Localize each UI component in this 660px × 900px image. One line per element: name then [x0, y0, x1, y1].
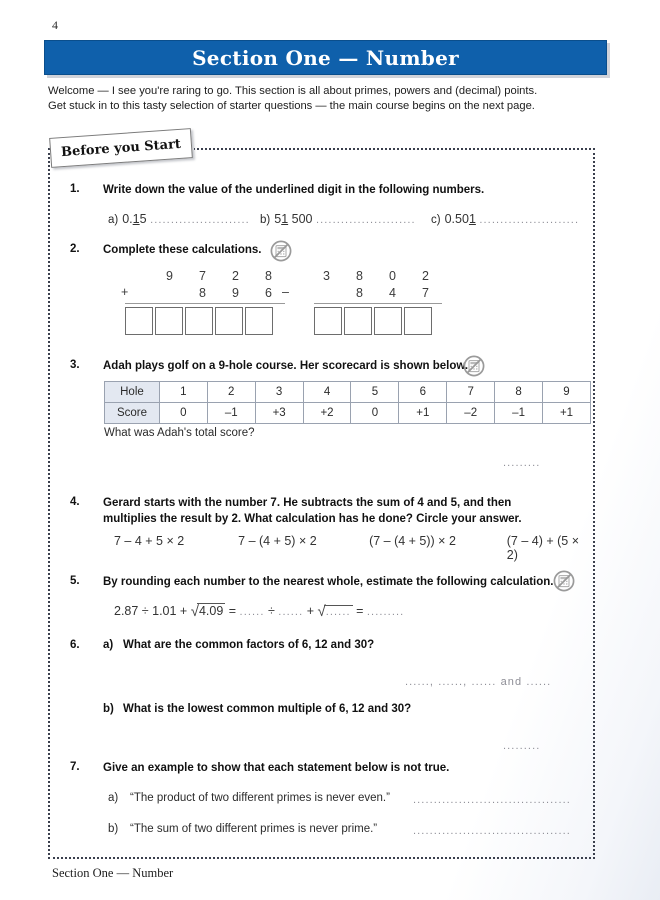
- question-1-part-c: [431, 210, 579, 228]
- answer-box[interactable]: [185, 307, 213, 335]
- hole-cell: 3: [255, 382, 303, 403]
- option-4[interactable]: (7 – 4) + (5 × 2): [506, 534, 580, 562]
- blank-1[interactable]: ......: [239, 606, 265, 618]
- question-3-follow-up: What was Adah's total score?: [104, 427, 255, 439]
- sqrt-group-blank: [317, 603, 352, 620]
- row-header-hole: Hole: [105, 382, 160, 403]
- question-1-part-b: [260, 210, 416, 228]
- table-row-score: [105, 403, 591, 424]
- score-cell: 0: [159, 403, 207, 424]
- hole-cell: 4: [303, 382, 351, 403]
- addition-bottom-digit: 6: [265, 286, 272, 300]
- answer-box[interactable]: [374, 307, 402, 335]
- equals-1: =: [225, 604, 240, 618]
- subtraction-bottom-row: [310, 285, 442, 302]
- question-7-part-a-text: “The product of two different primes is never even.”: [130, 792, 390, 804]
- score-cell: +2: [303, 403, 351, 424]
- subtraction-rule: [314, 302, 442, 304]
- question-3-answer-line[interactable]: .........: [503, 457, 541, 469]
- question-4-text-line-1: Gerard starts with the number 7. He subtracts the sum of 4 and 5, and then: [103, 497, 512, 509]
- question-7-part-b-answer-line[interactable]: ......................................: [413, 825, 571, 837]
- question-7-part-b-text: “The sum of two different primes is never prime.”: [130, 823, 378, 835]
- equals-2: =: [352, 604, 367, 618]
- subtraction-top-digit: 0: [389, 269, 396, 283]
- question-2-subtraction: [282, 268, 442, 335]
- blank-3[interactable]: ......: [325, 606, 351, 618]
- score-cell: +1: [543, 403, 591, 424]
- option-3[interactable]: (7 – (4 + 5)) × 2: [369, 534, 456, 548]
- question-3-text: Adah plays golf on a 9-hole course. Her scorecard is shown below.: [103, 360, 469, 372]
- question-6-number: 6.: [70, 639, 80, 651]
- question-6-part-b-text: What is the lowest common multiple of 6, 12 and 30?: [123, 703, 412, 715]
- hole-cell: 7: [447, 382, 495, 403]
- question-6-part-b-answer-line[interactable]: .........: [503, 740, 541, 752]
- question-5-number: 5.: [70, 575, 80, 587]
- no-calculator-icon: [553, 570, 575, 597]
- question-4-text: [103, 496, 563, 527]
- addition-top-digit: 8: [265, 269, 272, 283]
- answer-box[interactable]: [125, 307, 153, 335]
- question-6-part-a-label: a): [103, 639, 114, 651]
- question-1-text: Write down the value of the underlined digit in the following numbers.: [103, 184, 485, 196]
- score-cell: +3: [255, 403, 303, 424]
- question-1-part-c-answer-line[interactable]: ........................: [479, 214, 580, 226]
- answer-box[interactable]: [314, 307, 342, 335]
- question-1-part-a: [108, 210, 250, 228]
- subtraction-answer-boxes: [314, 307, 442, 335]
- question-1-part-a-value: 0.15: [122, 212, 147, 226]
- addition-top-row: [153, 268, 285, 285]
- subtraction-top-digit: 3: [323, 269, 330, 283]
- question-4-number: 4.: [70, 496, 80, 508]
- subtraction-bottom-digit: [310, 285, 343, 302]
- hole-cell: 9: [543, 382, 591, 403]
- no-calculator-icon: [463, 355, 485, 382]
- question-7-part-a-label: a): [108, 792, 119, 804]
- operator-plus: +: [303, 604, 318, 618]
- subtraction-bottom-digit: 4: [389, 286, 396, 300]
- page-number: 4: [52, 18, 58, 32]
- subtraction-top-digit: 2: [422, 269, 429, 283]
- scorecard-table: [104, 381, 591, 424]
- section-banner: [44, 40, 607, 75]
- question-5-text: By rounding each number to the nearest whole, estimate the following calculation.: [103, 576, 554, 588]
- answer-box[interactable]: [344, 307, 372, 335]
- table-row-hole: [105, 382, 591, 403]
- blank-2[interactable]: ......: [278, 606, 304, 618]
- addition-top-digit: 2: [232, 269, 239, 283]
- hole-cell: 6: [399, 382, 447, 403]
- page-footer: Section One — Number: [52, 866, 174, 880]
- score-cell: –1: [207, 403, 255, 424]
- blank-4[interactable]: .........: [366, 606, 405, 618]
- option-1[interactable]: 7 – 4 + 5 × 2: [114, 534, 185, 548]
- question-1-part-c-label: c): [431, 214, 441, 226]
- hole-cell: 5: [351, 382, 399, 403]
- addition-bottom-digit: 9: [232, 286, 239, 300]
- addition-bottom-digit: 8: [199, 286, 206, 300]
- question-1-part-a-label: a): [108, 214, 119, 226]
- question-2-text: Complete these calculations.: [103, 244, 262, 256]
- question-4-text-line-2: multiplies the result by 2. What calculation has he done? Circle your answer.: [103, 512, 522, 525]
- question-6-part-b-label: b): [103, 703, 114, 715]
- addition-operator: +: [121, 285, 129, 299]
- question-1-part-b-value: 51 500: [274, 212, 313, 226]
- expr-start: 2.87 ÷ 1.01 +: [114, 604, 191, 618]
- hole-cell: 8: [495, 382, 543, 403]
- subtraction-top-row: [310, 268, 442, 285]
- operator-divide: ÷: [264, 604, 279, 618]
- radical-sign: √: [317, 603, 326, 620]
- question-1-part-a-answer-line[interactable]: ........................: [150, 214, 250, 226]
- question-1-part-b-answer-line[interactable]: ........................: [315, 214, 416, 226]
- subtraction-top-digit: 8: [356, 269, 363, 283]
- hole-cell: 1: [159, 382, 207, 403]
- question-2-number: 2.: [70, 243, 80, 255]
- score-cell: 0: [351, 403, 399, 424]
- answer-box[interactable]: [215, 307, 243, 335]
- addition-bottom-row: [153, 285, 285, 302]
- score-cell: –2: [447, 403, 495, 424]
- score-cell: +1: [399, 403, 447, 424]
- row-header-score: Score: [105, 403, 160, 424]
- question-6-part-a-text: What are the common factors of 6, 12 and 30?: [123, 639, 375, 651]
- addition-rule: [125, 302, 285, 304]
- option-2[interactable]: 7 – (4 + 5) × 2: [238, 534, 317, 548]
- intro-line-2: Get stuck in to this tasty selection of starter questions — the main course begins on the next page.: [48, 100, 535, 112]
- question-5-expression: [114, 603, 404, 620]
- question-6-part-a-answer-line[interactable]: ......, ......, ...... and ......: [405, 676, 552, 688]
- question-7-part-b-label: b): [108, 823, 119, 835]
- questions-content: [48, 148, 591, 855]
- question-7-number: 7.: [70, 761, 80, 773]
- question-7-text: Give an example to show that each statement below is not true.: [103, 762, 450, 774]
- subtraction-operator: –: [282, 285, 289, 299]
- question-1-part-b-label: b): [260, 214, 271, 226]
- question-1-part-c-value: 0.501: [444, 212, 476, 226]
- question-3-number: 3.: [70, 359, 80, 371]
- intro-paragraph: [48, 84, 608, 114]
- intro-line-1: Welcome — I see you're raring to go. This section is all about primes, powers and (decimal) points.: [48, 85, 538, 97]
- before-you-start-label: Before you Start: [60, 136, 182, 160]
- addition-bottom-digit: [153, 285, 186, 302]
- score-cell: –1: [495, 403, 543, 424]
- answer-box[interactable]: [155, 307, 183, 335]
- addition-top-digit: 9: [166, 269, 173, 283]
- answer-box[interactable]: [404, 307, 432, 335]
- radicand: 4.09: [198, 604, 224, 618]
- section-title: Section One — Number: [192, 45, 459, 70]
- question-2-addition: [121, 268, 285, 335]
- question-7-part-a-answer-line[interactable]: ......................................: [413, 794, 571, 806]
- hole-cell: 2: [207, 382, 255, 403]
- radical-sign: √: [190, 603, 199, 620]
- answer-box[interactable]: [245, 307, 273, 335]
- question-1-number: 1.: [70, 183, 80, 195]
- subtraction-bottom-digit: 7: [422, 286, 429, 300]
- addition-top-digit: 7: [199, 269, 206, 283]
- question-4-options: [114, 534, 591, 562]
- subtraction-bottom-digit: 8: [356, 286, 363, 300]
- addition-answer-boxes: [125, 307, 285, 335]
- no-calculator-icon: [270, 240, 292, 267]
- sqrt-group: [191, 603, 226, 620]
